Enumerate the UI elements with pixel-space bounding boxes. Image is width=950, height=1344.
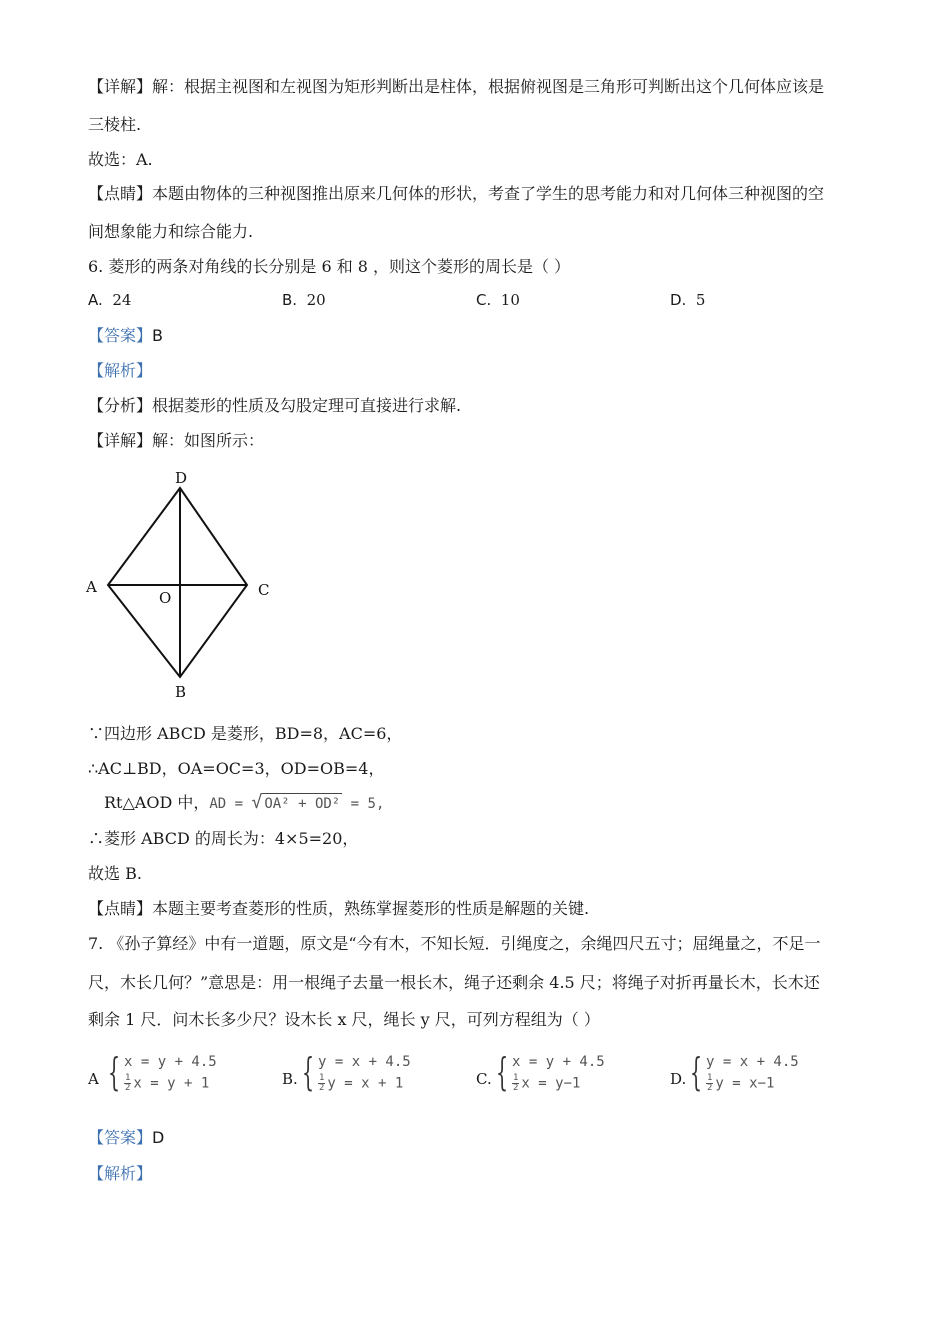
q6-detail: 【详解】解：如图所示： xyxy=(88,431,265,450)
q6-comment: 【点睛】本题主要考查菱形的性质，熟练掌握菱形的性质是解题的关键. xyxy=(88,899,590,918)
detail-tag: 【详解】 xyxy=(88,77,153,96)
q6-step-4: ∴菱形 ABCD 的周长为：4×5=20， xyxy=(88,829,359,848)
q6-analysis: 【分析】根据菱形的性质及勾股定理可直接进行求解. xyxy=(88,396,462,415)
label-a: A xyxy=(86,578,97,596)
q6-choice: 故选 B. xyxy=(88,864,142,883)
q7-stem-2: 尺，木长几何？”意思是：用一根绳子去量一根长木，绳子还剩余 4.5 尺；将绳子对折再量长木，长木还 xyxy=(88,973,820,992)
q6-stem: 6. 菱形的两条对角线的长分别是 6 和 8 ，则这个菱形的周长是（ ） xyxy=(88,257,571,276)
q6-step-2: ∴AC⊥BD，OA=OC=3，OD=OB=4， xyxy=(88,759,385,778)
q6-option-c: C. 10 xyxy=(476,291,520,309)
q7-option-b-letter: B. xyxy=(282,1070,298,1088)
p5-detail-line-2: 三棱柱. xyxy=(88,115,142,134)
rhombus-figure xyxy=(80,465,280,705)
q6-step-1: ∵四边形 ABCD 是菱形，BD=8，AC=6， xyxy=(88,724,403,743)
comment-text: 本题由物体的三种视图推出原来几何体的形状，考查了学生的思考能力和对几何体三种视图的空 xyxy=(152,184,825,203)
q7-answer: 【答案】D xyxy=(88,1128,165,1147)
q6-option-d: D. 5 xyxy=(670,291,706,309)
p5-comment-line xyxy=(88,184,824,204)
rhombus-outline xyxy=(108,488,247,677)
q6-answer xyxy=(88,326,163,346)
label-c: C xyxy=(258,581,270,599)
answer-tag: 【答案】 xyxy=(88,326,153,345)
p5-detail-line xyxy=(88,77,824,97)
q7-option-d-letter: D. xyxy=(670,1070,687,1088)
q7-option-c-letter: C. xyxy=(476,1070,492,1088)
q7-stem-1: 7. 《孙子算经》中有一道题，原文是“今有木，不知长短．引绳度之，余绳四尺五寸；屈绳量之，不足一 xyxy=(88,934,821,953)
p5-choice: 故选：A. xyxy=(88,150,153,169)
p5-comment-line-2: 间想象能力和综合能力. xyxy=(88,222,254,241)
q6-option-b: B. 20 xyxy=(282,291,326,309)
label-d: D xyxy=(175,469,188,487)
q7-analysis-tag: 【解析】 xyxy=(88,1164,153,1183)
ad-formula: AD = √ OA² + OD² = 5, xyxy=(209,792,385,813)
q7-stem-3: 剩余 1 尺．问木长多少尺？设木长 x 尺，绳长 y 尺，可列方程组为（ ） xyxy=(88,1010,600,1029)
q6-analysis-tag: 【解析】 xyxy=(88,361,153,380)
q7-option-a-letter: A xyxy=(88,1070,99,1088)
answer-value: B xyxy=(152,326,163,345)
label-b: B xyxy=(175,683,187,701)
q6-step-3: Rt△AOD 中，AD = √ OA² + OD² = 5, xyxy=(104,792,385,813)
label-o: O xyxy=(159,589,172,607)
q6-option-a: A. 24 xyxy=(88,291,132,309)
detail-text: 解：根据主视图和左视图为矩形判断出是柱体，根据俯视图是三角形可判断出这个几何体应该是 xyxy=(152,77,825,96)
comment-tag: 【点睛】 xyxy=(88,184,153,203)
